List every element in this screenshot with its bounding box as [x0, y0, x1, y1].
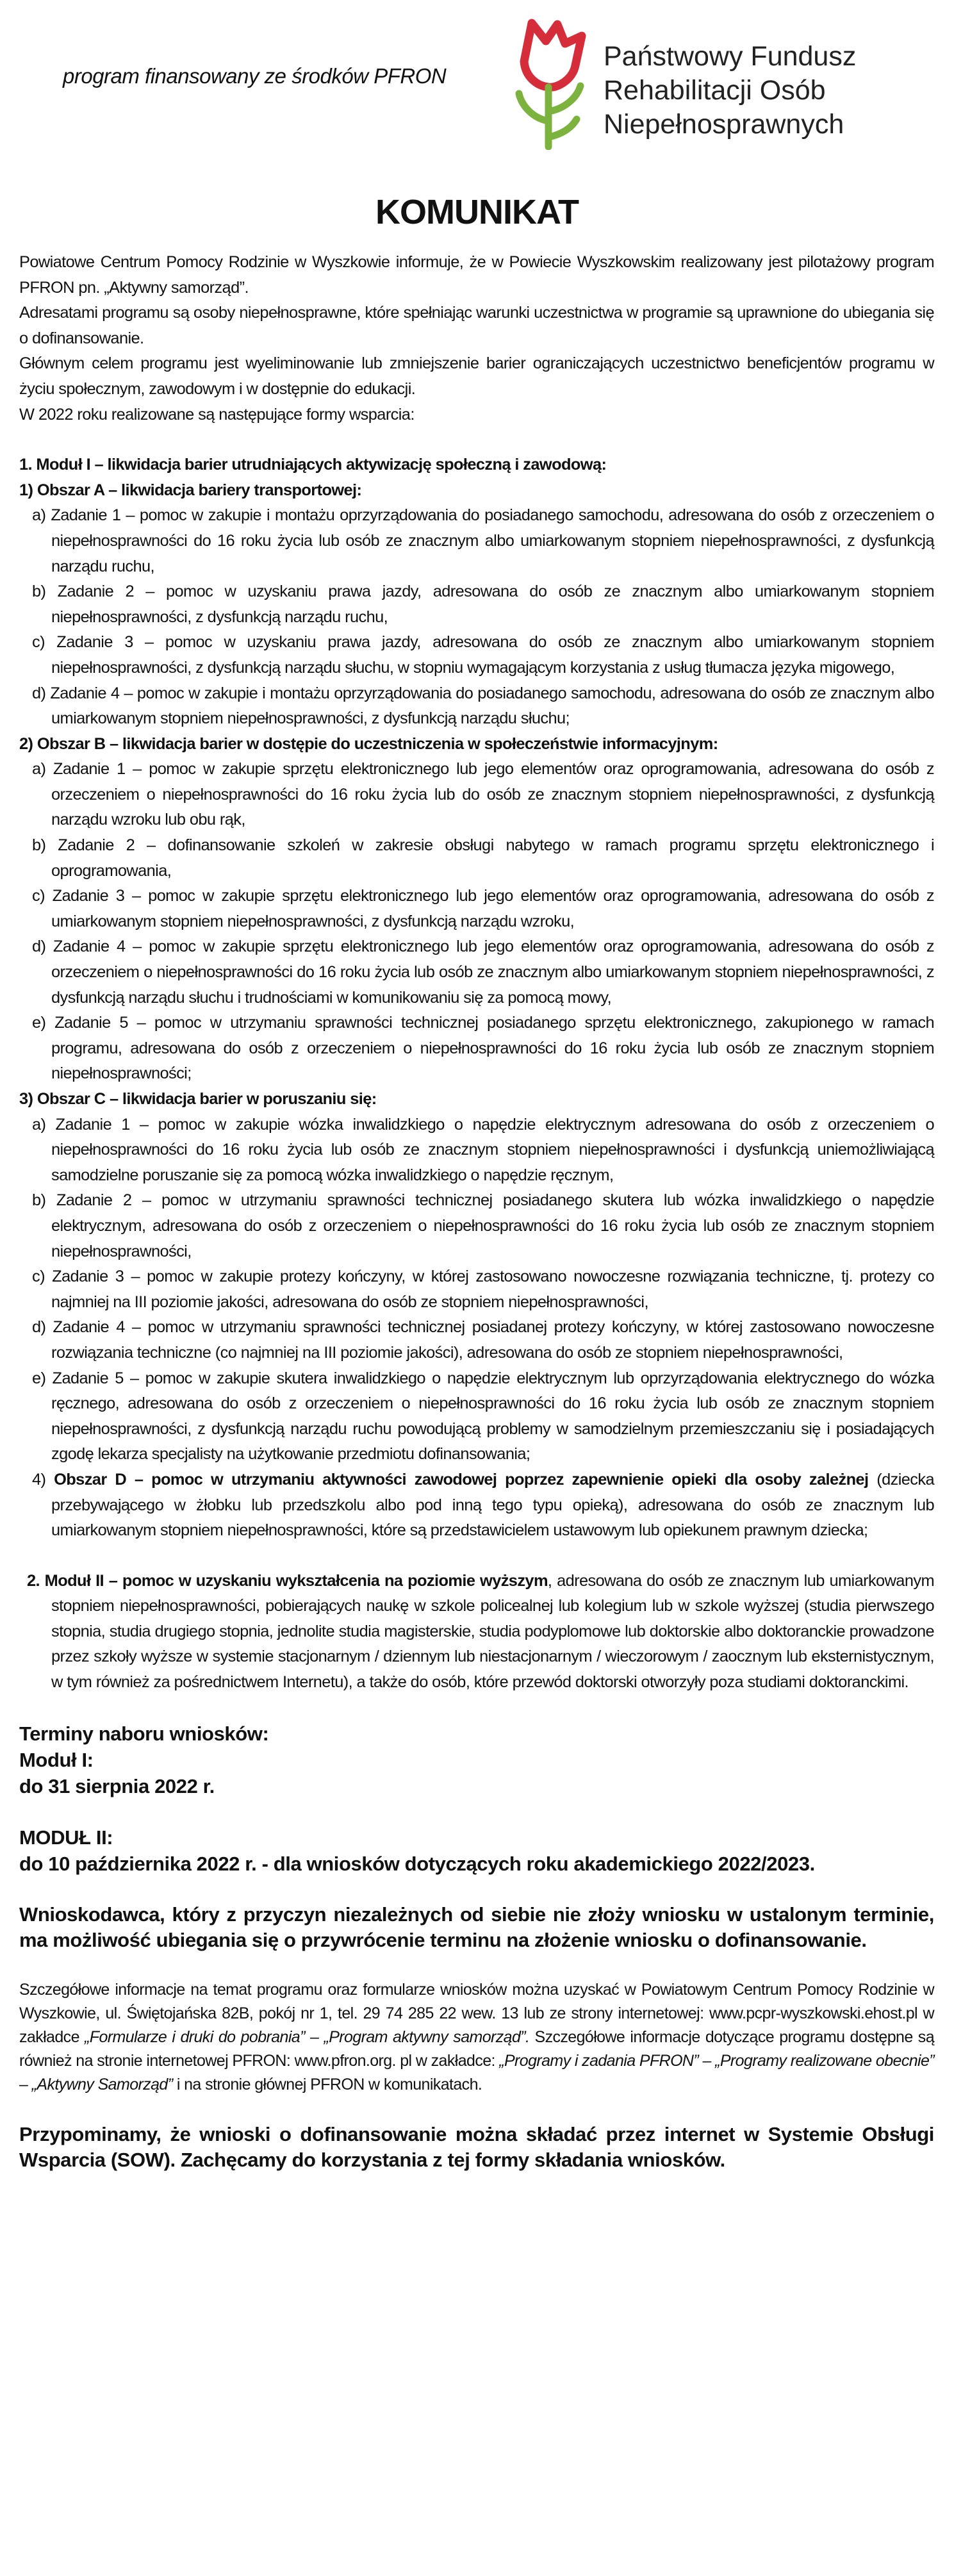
- application-deadlines: [19, 1721, 934, 1877]
- funding-tagline: program finansowany ze środków PFRON: [63, 64, 447, 88]
- area-b-item: b) Zadanie 2 – dofinansowanie szkoleń w zakresie obsługi nabytego w ramach programu sprzętu elektronicznego i oprogramowania,: [32, 836, 934, 880]
- module2-deadline: do 10 października 2022 r. - dla wniosków dotyczących roku akademickiego 2022/2023.: [19, 1852, 815, 1875]
- area-c-item: c) Zadanie 3 – pomoc w zakupie protezy kończyny, w której zastosowano nowoczesne rozwiązania techniczne, tj. protezy co najmniej na III poziomie jakości, adresowana do osób ze stopniem niepełnosprawności,: [32, 1267, 934, 1311]
- area-c-item: a) Zadanie 1 – pomoc w zakupie wózka inwalidzkiego o napędzie elektrycznym adresowana do osób z orzeczeniem o niepełnosprawności do 16 roku życia lub osób ze znacznym stopniem niepełnosprawności i dysfunkcją uniemożliwiającą samodzielne poruszanie się za pomocą wózka inwalidzkiego o napędzie ręcznym,: [32, 1115, 934, 1184]
- intro-paragraph-2: Adresatami programu są osoby niepełnosprawne, które spełniając warunki uczestnictwa w programie są uprawnione do ubiegania się o dofinansowanie.: [19, 304, 934, 347]
- pfron-logo-text: [604, 40, 856, 142]
- info-link-path-1: „Formularze i druki do pobrania” – „Program aktywny samorząd”.: [85, 2027, 530, 2046]
- area-d-heading: Obszar D – pomoc w utrzymaniu aktywności zawodowej poprzez zapewnienie opieki dla osoby zależnej: [54, 1470, 869, 1489]
- intro-paragraph-3: Głównym celem programu jest wyeliminowanie lub zmniejszenie barier ograniczających uczestnictwo beneficjentów programu w życiu społecznym, zawodowym i w dostępnie do edukacji.: [19, 354, 934, 398]
- info-link-path-2: „Programy i zadania PFRON” – „Programy realizowane obecnie” – „Aktywny Samorząd”: [19, 2051, 935, 2093]
- module2-text: , adresowana do osób ze znacznym lub umiarkowanym stopniem niepełnosprawności, pobierających naukę w szkole policealnej lub kolegium lub w szkole wyższej (studia pierwszego stopnia, studia drugiego stopnia, jednolite studia magisterskie, studia podyplomowe lub doktorskie albo doktoranckie prowadzone przez szkoły wyższe w systemie stacjonarnym / dziennym lub niestacjonarnym / wieczorowym / zaocznym lub eksternistycznym, w tym również za pośrednictwem Internetu), a także do osób, które przewód doktorski otworzyły poza studiami doktoranckimi.: [51, 1571, 934, 1692]
- deadlines-heading: Terminy naboru wniosków:: [19, 1722, 269, 1745]
- area-b-heading: 2) Obszar B – likwidacja barier w dostępie do uczestniczenia w społeczeństwie informacyjnym:: [19, 734, 718, 753]
- area-a-heading: 1) Obszar A – likwidacja bariery transportowej:: [19, 481, 362, 499]
- module2-heading: 2. Moduł II – pomoc w uzyskaniu wykształcenia na poziomie wyższym: [27, 1571, 548, 1590]
- area-a-item: c) Zadanie 3 – pomoc w uzyskaniu prawa jazdy, adresowana do osób ze znacznym albo umiarkowanym stopniem niepełnosprawności, z dysfunkcją narządu słuchu, w stopniu wymagającym korzystania z usług tłumacza języka migowego,: [32, 633, 934, 677]
- module1-label: Moduł I:: [19, 1748, 94, 1771]
- area-a-item: d) Zadanie 4 – pomoc w zakupie i montażu oprzyrządowania do posiadanego samochodu, adresowana do osób ze znacznym albo umiarkowanym stopniem niepełnosprawności, z dysfunkcją narządu słuchu;: [32, 684, 934, 728]
- page-title: KOMUNIKAT: [375, 193, 579, 231]
- deadline-restore-notice: Wnioskodawca, który z przyczyn niezależnych od siebie nie złoży wniosku w ustalonym terminie, ma możliwość ubiegania się o przywrócenie terminu na złożenie wniosku o dofinansowanie.: [19, 1903, 934, 1951]
- area-b-item: a) Zadanie 1 – pomoc w zakupie sprzętu elektronicznego lub jego elementów oraz oprogramowania, adresowana do osób z orzeczeniem o niepełnosprawności do 16 roku życia lub do osób ze znacznym stopniem niepełnosprawności, z dysfunkcją narządu wzroku lub obu rąk,: [32, 760, 934, 829]
- module1-deadline: do 31 sierpnia 2022 r.: [19, 1774, 215, 1797]
- area-b-item: d) Zadanie 4 – pomoc w zakupie sprzętu elektronicznego lub jego elementów oraz oprogramowania, adresowana do osób z orzeczeniem o niepełnosprawności do 16 roku życia lub osób ze znacznym albo umiarkowanym stopniem niepełnosprawności, z dysfunkcją narządu słuchu i trudnościami w komunikowaniu się za pomocą mowy,: [32, 937, 934, 1007]
- area-d-prefix: 4): [32, 1470, 54, 1489]
- module2-paragraph: [19, 1569, 934, 1696]
- logo-line-2: Rehabilitacji Osób: [604, 75, 826, 106]
- intro-paragraph-4: W 2022 roku realizowane są następujące formy wsparcia:: [19, 405, 415, 424]
- logo-line-1: Państwowy Fundusz: [604, 41, 857, 72]
- area-d-text: (dziecka przebywającego w żłobku lub przedszkolu albo pod inną tego typu opieką), adresowana do osób ze znacznym lub umiarkowanym stopniem niepełnosprawności, które są przedstawicielem ustawowym lub opiekunem prawnym dziecka;: [51, 1470, 934, 1540]
- module2-label: MODUŁ II:: [19, 1826, 113, 1849]
- module1-heading: 1. Moduł I – likwidacja barier utrudniających aktywizację społeczną i zawodową:: [19, 456, 607, 474]
- info-text-2: Szczegółowe informacje dotyczące programu dostępne są również na stronie internetowej PFRON: www.pfron.org. pl w zakładce:: [19, 2027, 934, 2070]
- logo-line-3: Niepełnosprawnych: [604, 109, 844, 140]
- area-a-item: a) Zadanie 1 – pomoc w zakupie i montażu oprzyrządowania do posiadanego samochodu, adresowana do osób z orzeczeniem o niepełnosprawności do 16 roku życia lub osób ze znacznym albo umiarkowanym stopniem niepełnosprawności, z dysfunkcją narządu ruchu,: [32, 506, 934, 575]
- info-text-1: Szczegółowe informacje na temat programu oraz formularze wniosków można uzyskać w Powiatowym Centrum Pomocy Rodzinie w Wyszkowie, ul. Świętojańska 82B, pokój nr 1, tel. 29 74 285 22 wew. 13 lub ze strony internetowej: www.pcpr-wyszkowski.ehost.pl w zakładce: [19, 1980, 934, 2046]
- info-text-3: i na stronie głównej PFRON w komunikatach.: [172, 2075, 482, 2093]
- pfron-flower-logo-icon: [513, 15, 589, 150]
- area-a-item: b) Zadanie 2 – pomoc w uzyskaniu prawa jazdy, adresowana do osób ze znacznym albo umiarkowanym stopniem niepełnosprawności, z dysfunkcją narządu ruchu,: [32, 582, 934, 626]
- area-b-item: e) Zadanie 5 – pomoc w utrzymaniu sprawności technicznej posiadanego sprzętu elektronicznego, zakupionego w ramach programu, adresowana do osób z orzeczeniem o niepełnosprawności do 16 roku życia lub osób ze znacznym stopniem niepełnosprawności;: [32, 1014, 934, 1083]
- intro-paragraph-1: Powiatowe Centrum Pomocy Rodzinie w Wyszkowie informuje, że w Powiecie Wyszkowskim realizowany jest pilotażowy program PFRON pn. „Aktywny samorząd”.: [19, 253, 934, 297]
- header: [0, 0, 954, 173]
- area-c-item: d) Zadanie 4 – pomoc w utrzymaniu sprawności technicznej posiadanej protezy kończyny, w której zastosowano nowoczesne rozwiązania techniczne (co najmniej na III poziomie jakości), adresowana do osób ze stopniem niepełnosprawności,: [32, 1318, 934, 1362]
- area-c-item: e) Zadanie 5 – pomoc w zakupie skutera inwalidzkiego o napędzie elektrycznym lub oprzyrządowania elektrycznego do wózka ręcznego, adresowana do osób z orzeczeniem o niepełnosprawności do 16 roku życia lub osób ze znacznym stopniem niepełnosprawności, z dysfunkcją narządu ruchu powodującą problemy w samodzielnym przemieszczaniu się i posiadających zgodę lekarza specjalisty na użytkowanie przedmiotu dofinansowania;: [32, 1369, 934, 1464]
- area-d-paragraph: [19, 1467, 934, 1544]
- area-c-heading: 3) Obszar C – likwidacja barier w poruszaniu się:: [19, 1090, 377, 1108]
- contact-info-paragraph: [19, 1978, 934, 2097]
- announcement-body: [19, 250, 934, 2173]
- sow-reminder: Przypominamy, że wnioski o dofinansowanie można składać przez internet w Systemie Obsługi Wsparcia (SOW). Zachęcamy do korzystania z tej formy składania wniosków.: [19, 2122, 934, 2171]
- area-c-item: b) Zadanie 2 – pomoc w utrzymaniu sprawności technicznej posiadanego skutera lub wózka inwalidzkiego o napędzie elektrycznym, adresowana do osób z orzeczeniem o niepełnosprawności do 16 roku życia lub osób ze znacznym stopniem niepełnosprawności,: [32, 1191, 934, 1260]
- area-b-item: c) Zadanie 3 – pomoc w zakupie sprzętu elektronicznego lub jego elementów oraz oprogramowania, adresowana do osób z umiarkowanym stopniem niepełnosprawności, z dysfunkcją narządu wzroku,: [32, 887, 934, 930]
